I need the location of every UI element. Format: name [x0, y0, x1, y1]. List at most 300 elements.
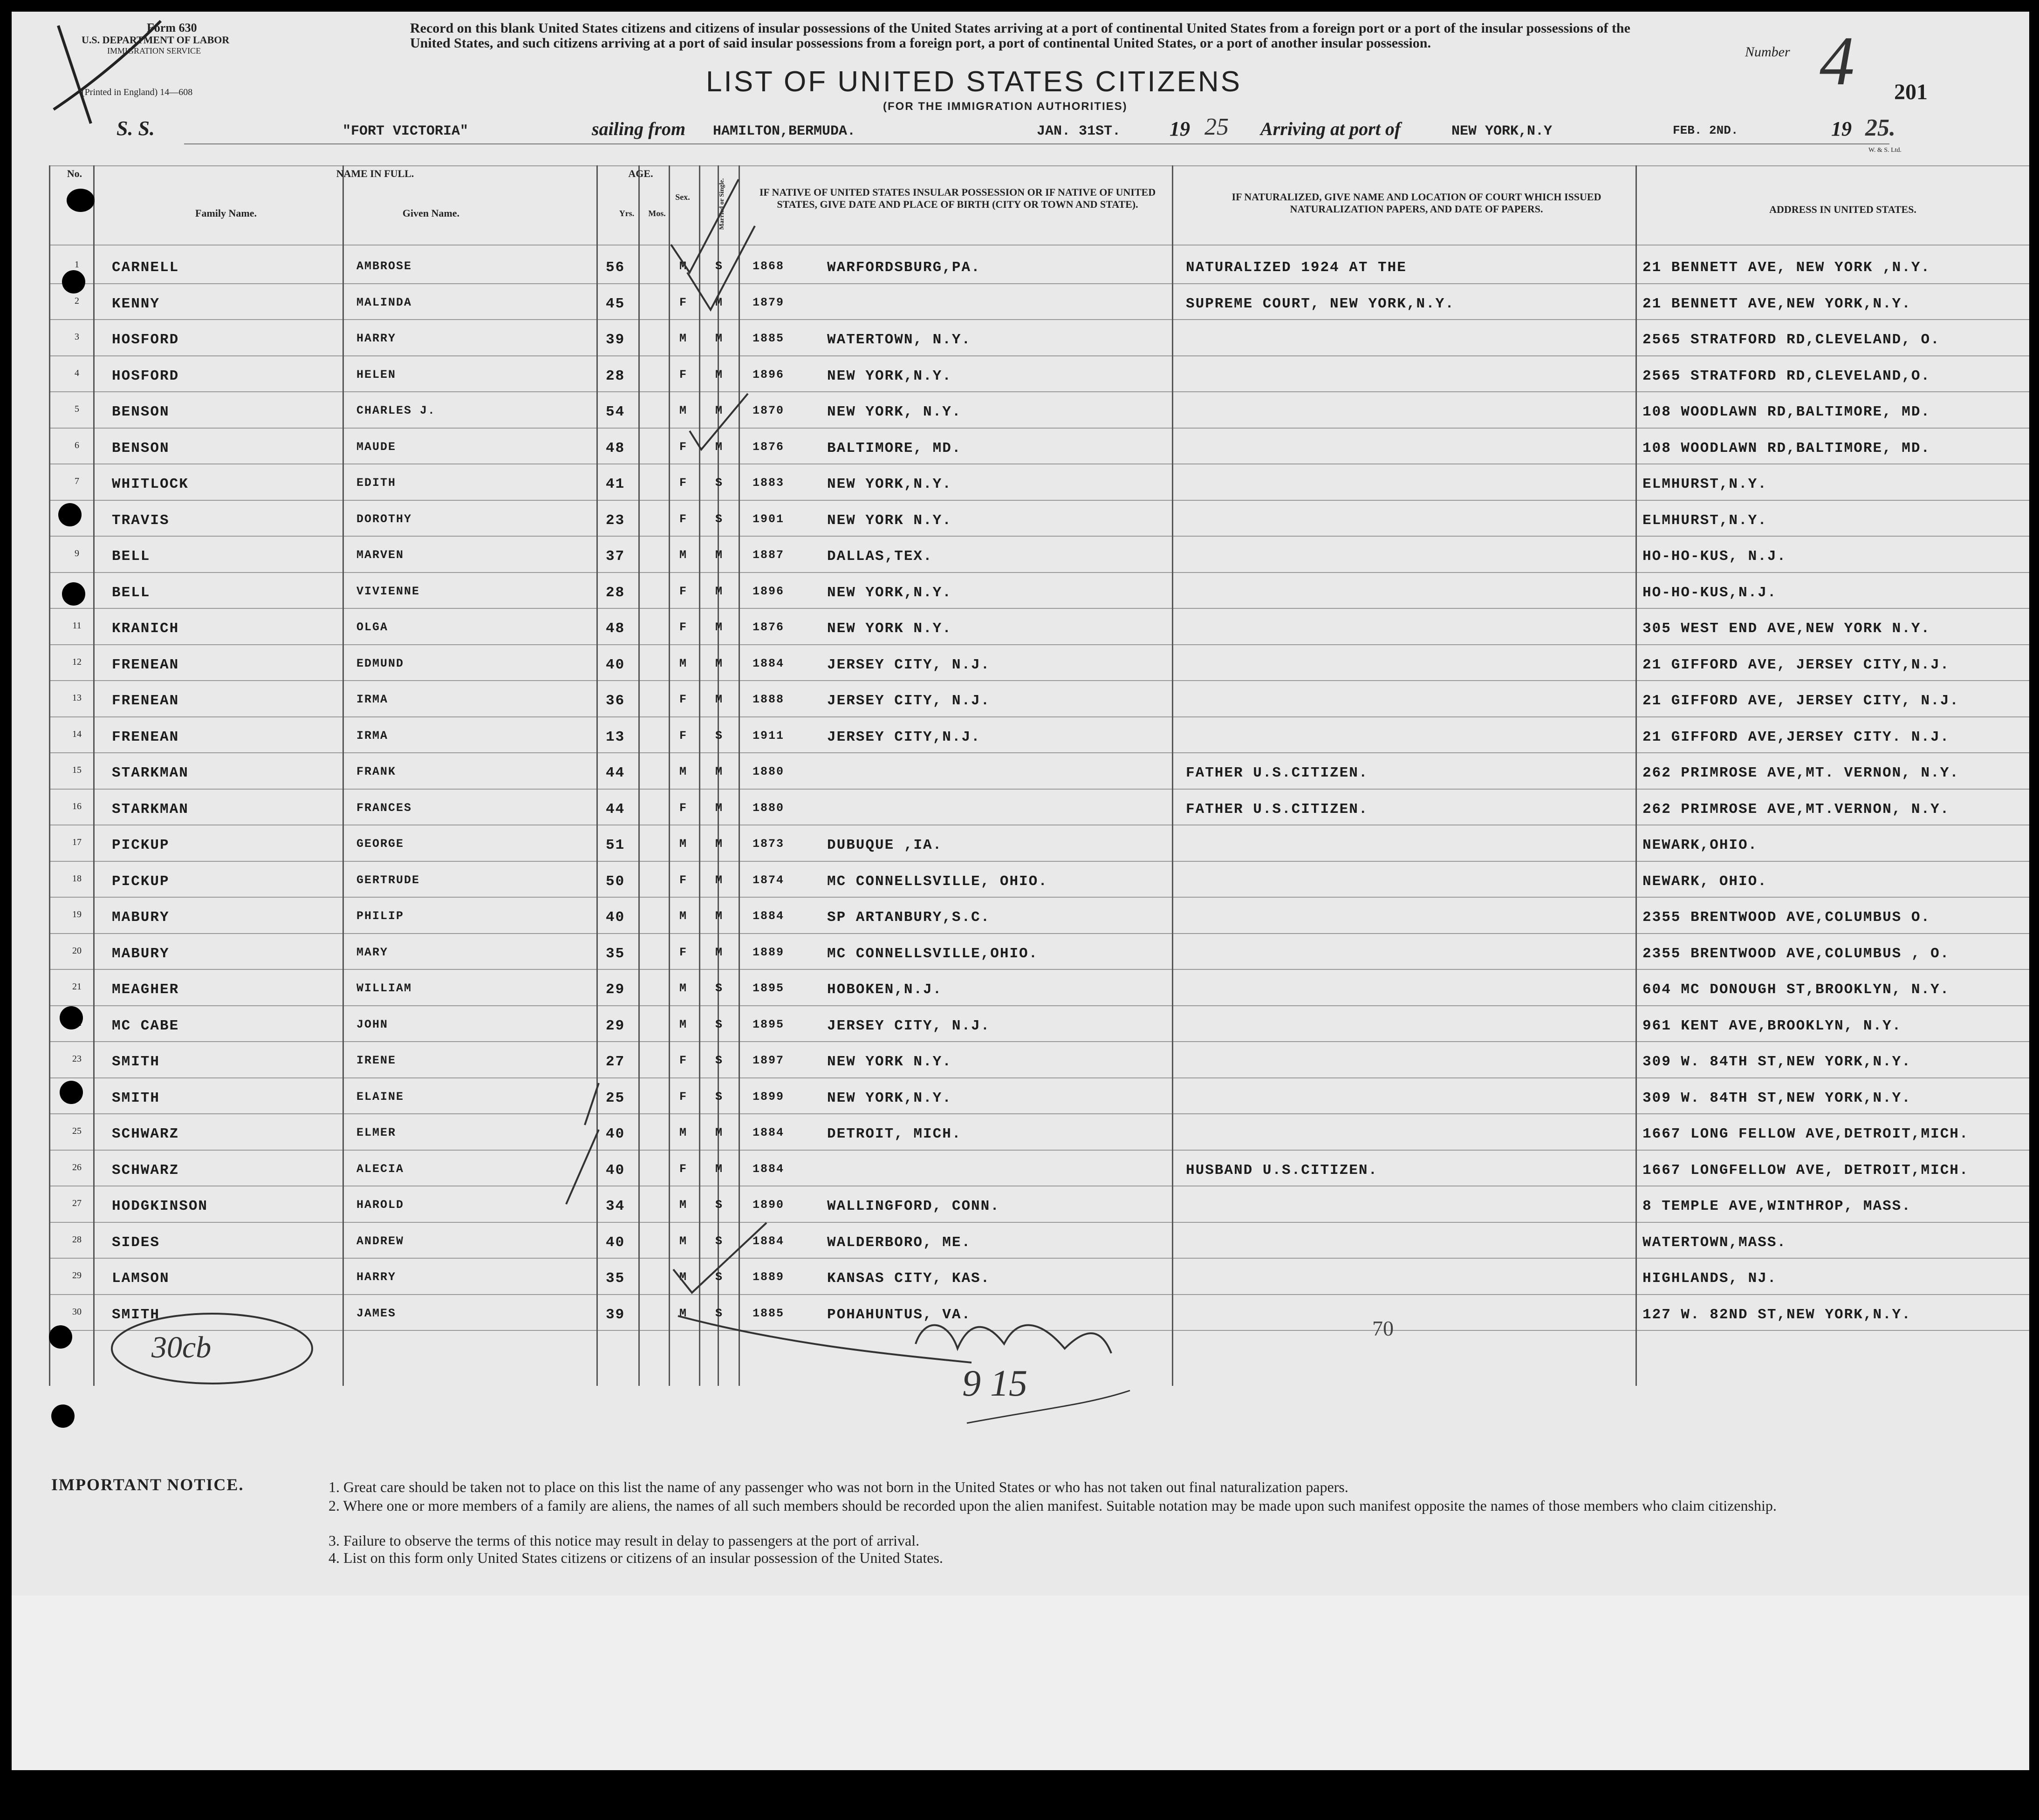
cell-year: 1890 [753, 1198, 785, 1212]
cell-address: 21 BENNETT AVE,NEW YORK,N.Y. [1642, 295, 1911, 312]
cell-family: KRANICH [112, 620, 179, 637]
cell-year: 1884 [753, 909, 785, 923]
cell-ms: S [715, 1090, 724, 1104]
cell-nat: NATURALIZED 1924 AT THE [1186, 259, 1407, 276]
cell-family: MABURY [112, 909, 170, 926]
cell-address: 2355 BRENTWOOD AVE,COLUMBUS , O. [1642, 945, 1950, 962]
col-age: AGE. [628, 168, 653, 179]
cell-place: BALTIMORE, MD. [827, 440, 962, 457]
cell-year: 1880 [753, 765, 785, 778]
cell-no: 30 [72, 1306, 82, 1317]
cell-year: 1887 [753, 548, 785, 562]
arrival-year-suffix: 25. [1865, 115, 1895, 141]
cell-family: CARNELL [112, 259, 179, 276]
cell-age: 29 [606, 1017, 625, 1034]
col-address: ADDRESS IN UNITED STATES. [1769, 204, 1916, 215]
cell-age: 23 [606, 512, 625, 529]
cell-age: 39 [606, 332, 625, 348]
cell-nat: FATHER U.S.CITIZEN. [1186, 765, 1368, 781]
service-label: IMMIGRATION SERVICE [107, 46, 201, 55]
cell-family: BELL [112, 584, 151, 601]
cell-place: WARFORDSBURG,PA. [827, 259, 981, 276]
cell-age: 50 [606, 873, 625, 890]
cell-sex: M [679, 1270, 688, 1284]
cell-nat: SUPREME COURT, NEW YORK,N.Y. [1186, 295, 1455, 312]
sailing-from-label: sailing from [592, 118, 686, 139]
cell-given: ANDREW [356, 1234, 404, 1248]
cell-place: JERSEY CITY, N.J. [827, 693, 991, 709]
printer-mark: W. & S. Ltd. [1868, 147, 1902, 154]
cell-age: 37 [606, 548, 625, 565]
cell-age: 29 [606, 982, 625, 998]
cell-year: 1880 [753, 801, 785, 815]
cell-place: DALLAS,TEX. [827, 548, 933, 565]
cell-family: HODGKINSON [112, 1198, 208, 1214]
cell-given: JAMES [356, 1306, 397, 1320]
cell-family: PICKUP [112, 837, 170, 853]
cell-no: 27 [72, 1198, 82, 1208]
cell-year: 1884 [753, 1126, 785, 1139]
cell-family: BENSON [112, 440, 170, 457]
cell-ms: M [715, 620, 724, 634]
cell-family: MABURY [112, 945, 170, 962]
cell-sex: F [679, 693, 688, 706]
page-mark: 70 [1372, 1316, 1394, 1340]
punch-hole [67, 189, 95, 212]
number-value: 4 [1820, 22, 1854, 100]
cell-no: 9 [75, 548, 79, 559]
notice-label: IMPORTANT NOTICE. [51, 1475, 244, 1494]
sail-year-prefix: 19 [1170, 117, 1190, 140]
cell-family: FRENEAN [112, 729, 179, 745]
cell-family: SCHWARZ [112, 1162, 179, 1179]
cell-place: POHAHUNTUS, VA. [827, 1306, 972, 1323]
sailing-from: HAMILTON,BERMUDA. [713, 123, 856, 139]
cell-address: ELMHURST,N.Y. [1642, 512, 1767, 529]
cell-address: HO-HO-KUS,N.J. [1642, 584, 1777, 601]
cell-place: NEW YORK N.Y. [827, 1054, 952, 1070]
cell-given: MARY [356, 945, 389, 959]
cell-age: 28 [606, 368, 625, 384]
cell-family: LAMSON [112, 1270, 170, 1287]
cell-sex: M [679, 837, 688, 851]
cell-place: NEW YORK,N.Y. [827, 476, 952, 492]
cell-place: SP ARTANBURY,S.C. [827, 909, 991, 926]
record-notice: Record on this blank United States citizens and citizens of insular possessions of the United States arriving at a port of continental United States from a foreign port or a port of the insular possessions of the United States, and such citizens arriving at a port of said insular possessions from a foreign port, a port of continental United States, or a port of another insular possession. [410, 20, 1630, 51]
cell-given: ELAINE [356, 1090, 404, 1104]
cell-year: 1883 [753, 476, 785, 490]
punch-hole [60, 1081, 83, 1104]
cell-nat: FATHER U.S.CITIZEN. [1186, 801, 1368, 818]
cell-place: NEW YORK N.Y. [827, 512, 952, 529]
cell-address: NEWARK, OHIO. [1642, 873, 1767, 890]
cell-year: 1870 [753, 404, 785, 417]
sail-date: JAN. 31ST. [1037, 123, 1121, 139]
cell-family: PICKUP [112, 873, 170, 890]
cell-given: EDMUND [356, 656, 404, 670]
cell-family: KENNY [112, 295, 160, 312]
cell-family: FRENEAN [112, 693, 179, 709]
cell-sex: F [679, 440, 688, 454]
manifest-sheet [12, 12, 2029, 1770]
cell-no: 26 [72, 1162, 82, 1172]
cell-age: 41 [606, 476, 625, 492]
cell-sex: M [679, 1198, 688, 1212]
ship-name: "FORT VICTORIA" [342, 123, 469, 139]
cell-sex: M [679, 1126, 688, 1139]
cell-ms: S [715, 982, 724, 995]
cell-sex: M [679, 548, 688, 562]
col-married-single: Married or Single. [718, 178, 725, 230]
cell-age: 25 [606, 1090, 625, 1106]
cell-ms: M [715, 693, 724, 706]
cell-place: NEW YORK,N.Y. [827, 368, 952, 384]
cell-ms: M [715, 873, 724, 887]
cell-year: 1876 [753, 620, 785, 634]
cell-no: 1 [75, 259, 79, 270]
cell-sex: M [679, 765, 688, 778]
cell-address: WATERTOWN,MASS. [1642, 1234, 1787, 1251]
arriving-label: Arriving at port of [1260, 118, 1401, 139]
cell-address: 309 W. 84TH ST,NEW YORK,N.Y. [1642, 1090, 1911, 1106]
notice-item-1: 1. Great care should be taken not to place on this list the name of any passenger who was not born in the United States or who has not taken out final naturalization papers. [328, 1479, 1348, 1495]
cell-address: 2355 BRENTWOOD AVE,COLUMBUS O. [1642, 909, 1931, 926]
cell-given: MAUDE [356, 440, 397, 454]
col-family-name: Family Name. [195, 207, 257, 219]
cell-sex: M [679, 1234, 688, 1248]
cell-sex: F [679, 729, 688, 743]
cell-year: 1876 [753, 440, 785, 454]
cell-address: 309 W. 84TH ST,NEW YORK,N.Y. [1642, 1054, 1911, 1070]
col-no: No. [67, 168, 82, 179]
cell-sex: F [679, 873, 688, 887]
cell-given: WILLIAM [356, 982, 412, 995]
cell-place: WALDERBORO, ME. [827, 1234, 972, 1251]
cell-sex: F [679, 584, 688, 598]
cell-sex: M [679, 909, 688, 923]
cell-given: ELMER [356, 1126, 397, 1139]
cell-given: HELEN [356, 368, 397, 382]
cell-age: 40 [606, 1162, 625, 1179]
cell-given: HAROLD [356, 1198, 404, 1212]
cell-year: 1895 [753, 1017, 785, 1031]
cell-ms: M [715, 584, 724, 598]
cell-year: 1897 [753, 1054, 785, 1067]
cell-no: 13 [72, 693, 82, 703]
printed-label: (Printed in England) 14—608 [82, 87, 193, 97]
cell-ms: M [715, 368, 724, 382]
cell-place: DUBUQUE ,IA. [827, 837, 943, 853]
cell-no: 23 [72, 1054, 82, 1064]
punch-hole [62, 270, 85, 293]
cell-place: NEW YORK,N.Y. [827, 1090, 952, 1106]
cell-age: 39 [606, 1306, 625, 1323]
cell-ms: S [715, 729, 724, 743]
notice-item-2: 2. Where one or more members of a family are aliens, the names of all such members should be recorded upon the alien manifest. Suitable notation may be made upon such manifest opposite the names of those members who claim citizenship. [328, 1497, 1777, 1514]
cell-no: 29 [72, 1270, 82, 1281]
cell-given: EDITH [356, 476, 397, 490]
cell-no: 18 [72, 873, 82, 884]
cell-sex: F [679, 1090, 688, 1104]
cell-sex: F [679, 295, 688, 309]
arrival-date: FEB. 2ND. [1673, 123, 1738, 137]
cell-year: 1885 [753, 1306, 785, 1320]
cell-no: 2 [75, 295, 79, 306]
cell-given: IRMA [356, 729, 389, 743]
cell-year: 1874 [753, 873, 785, 887]
cell-given: VIVIENNE [356, 584, 420, 598]
cell-sex: F [679, 945, 688, 959]
cell-year: 1896 [753, 584, 785, 598]
cell-given: MARVEN [356, 548, 404, 562]
cell-sex: F [679, 1162, 688, 1176]
cell-ms: M [715, 765, 724, 778]
cell-year: 1884 [753, 1234, 785, 1248]
cell-family: WHITLOCK [112, 476, 189, 492]
cell-given: AMBROSE [356, 259, 412, 273]
cell-sex: F [679, 1054, 688, 1067]
cell-ms: M [715, 945, 724, 959]
count-note: 30cb [151, 1330, 212, 1364]
cell-age: 28 [606, 584, 625, 601]
cell-age: 35 [606, 945, 625, 962]
cell-address: 2565 STRATFORD RD,CLEVELAND, O. [1642, 332, 1940, 348]
cell-ms: M [715, 801, 724, 815]
cell-ms: S [715, 476, 724, 490]
page-subtitle: (FOR THE IMMIGRATION AUTHORITIES) [883, 100, 1128, 113]
punch-hole [49, 1325, 72, 1349]
cell-age: 40 [606, 1234, 625, 1251]
cell-address: 1667 LONGFELLOW AVE, DETROIT,MICH. [1642, 1162, 1969, 1179]
cell-age: 40 [606, 1126, 625, 1142]
cell-no: 11 [72, 620, 82, 631]
cell-place: WATERTOWN, N.Y. [827, 332, 972, 348]
cell-year: 1884 [753, 1162, 785, 1176]
cell-ms: S [715, 1234, 724, 1248]
col-given-name: Given Name. [402, 207, 460, 219]
cell-ms: S [715, 1054, 724, 1067]
cell-sex: M [679, 656, 688, 670]
cell-sex: M [679, 332, 688, 345]
cell-ms: M [715, 404, 724, 417]
cell-no: 28 [72, 1234, 82, 1245]
punch-hole [51, 1404, 75, 1428]
cell-ms: M [715, 295, 724, 309]
notice-item-3: 3. Failure to observe the terms of this notice may result in delay to passengers at the port of arrival. [328, 1532, 920, 1549]
cell-family: FRENEAN [112, 656, 179, 673]
cell-year: 1888 [753, 693, 785, 706]
cell-ms: M [715, 909, 724, 923]
number-label: Number [1745, 44, 1790, 60]
cell-age: 54 [606, 404, 625, 420]
cell-given: FRANK [356, 765, 397, 778]
cell-ms: M [715, 548, 724, 562]
cell-family: SMITH [112, 1054, 160, 1070]
cell-given: DOROTHY [356, 512, 412, 526]
cell-year: 1889 [753, 1270, 785, 1284]
cell-year: 1901 [753, 512, 785, 526]
cell-no: 17 [72, 837, 82, 847]
cell-address: 127 W. 82ND ST,NEW YORK,N.Y. [1642, 1306, 1911, 1323]
cell-age: 51 [606, 837, 625, 853]
cell-year: 1879 [753, 295, 785, 309]
cell-year: 1889 [753, 945, 785, 959]
col-birth: IF NATIVE OF UNITED STATES INSULAR POSSESSION OR IF NATIVE OF UNITED STATES, GIVE DATE AND PLACE OF BIRTH (CITY OR TOWN AND STATE). [759, 186, 1156, 210]
cell-place: DETROIT, MICH. [827, 1126, 962, 1142]
page-number: 201 [1894, 80, 1928, 104]
cell-sex: M [679, 404, 688, 417]
cell-ms: S [715, 259, 724, 273]
cell-sex: F [679, 512, 688, 526]
notice-item-4: 4. List on this form only United States citizens or citizens of an insular possession of the United States. [328, 1549, 943, 1566]
cell-age: 34 [606, 1198, 625, 1214]
cell-ms: S [715, 1270, 724, 1284]
cell-year: 1896 [753, 368, 785, 382]
cell-year: 1884 [753, 656, 785, 670]
cell-given: GEORGE [356, 837, 404, 851]
cell-family: SMITH [112, 1090, 160, 1106]
cell-family: BELL [112, 548, 151, 565]
cell-ms: M [715, 837, 724, 851]
cell-address: 1667 LONG FELLOW AVE,DETROIT,MICH. [1642, 1126, 1969, 1142]
cell-given: IRENE [356, 1054, 397, 1067]
cell-age: 13 [606, 729, 625, 745]
cell-family: TRAVIS [112, 512, 170, 529]
cell-address: 262 PRIMROSE AVE,MT. VERNON, N.Y. [1642, 765, 1959, 781]
cell-place: WALLINGFORD, CONN. [827, 1198, 1000, 1214]
cell-address: 108 WOODLAWN RD,BALTIMORE, MD. [1642, 404, 1931, 420]
cell-place: NEW YORK N.Y. [827, 620, 952, 637]
cell-age: 35 [606, 1270, 625, 1287]
cell-ms: S [715, 1198, 724, 1212]
cell-ms: M [715, 1162, 724, 1176]
cell-address: HIGHLANDS, NJ. [1642, 1270, 1777, 1287]
cell-address: 961 KENT AVE,BROOKLYN, N.Y. [1642, 1017, 1902, 1034]
cell-given: ALECIA [356, 1162, 404, 1176]
cell-ms: S [715, 1017, 724, 1031]
cell-sex: F [679, 368, 688, 382]
cell-given: JOHN [356, 1017, 389, 1031]
cell-no: 16 [72, 801, 82, 811]
cell-given: HARRY [356, 1270, 397, 1284]
cell-sex: F [679, 801, 688, 815]
cell-ms: S [715, 1306, 724, 1320]
cell-address: 21 GIFFORD AVE,JERSEY CITY. N.J. [1642, 729, 1950, 745]
cell-no: 4 [75, 368, 79, 378]
cell-place: MC CONNELLSVILLE, OHIO. [827, 873, 1048, 890]
cell-sex: M [679, 1306, 688, 1320]
signature-time: 9 15 [962, 1363, 1027, 1404]
cell-age: 56 [606, 259, 625, 276]
cell-family: MEAGHER [112, 982, 179, 998]
cell-age: 44 [606, 765, 625, 781]
cell-no: 6 [75, 440, 79, 450]
col-yrs: Yrs. [619, 209, 635, 218]
cell-sex: M [679, 1017, 688, 1031]
cell-place: JERSEY CITY,N.J. [827, 729, 981, 745]
punch-hole [62, 582, 85, 606]
cell-ms: S [715, 512, 724, 526]
punch-hole [60, 1006, 83, 1029]
cell-given: IRMA [356, 693, 389, 706]
cell-address: 8 TEMPLE AVE,WINTHROP, MASS. [1642, 1198, 1911, 1214]
cell-family: MC CABE [112, 1017, 179, 1034]
cell-place: JERSEY CITY, N.J. [827, 1017, 991, 1034]
cell-year: 1911 [753, 729, 785, 743]
arrival-port: NEW YORK,N.Y [1451, 123, 1553, 139]
cell-year: 1868 [753, 259, 785, 273]
cell-year: 1899 [753, 1090, 785, 1104]
cell-age: 48 [606, 440, 625, 457]
cell-family: STARKMAN [112, 765, 189, 781]
cell-given: CHARLES J. [356, 404, 436, 417]
cell-address: 21 GIFFORD AVE, JERSEY CITY, N.J. [1642, 693, 1959, 709]
cell-family: HOSFORD [112, 332, 179, 348]
cell-given: MALINDA [356, 295, 412, 309]
cell-age: 48 [606, 620, 625, 637]
cell-no: 7 [75, 476, 79, 486]
col-mos: Mos. [648, 209, 666, 218]
cell-address: ELMHURST,N.Y. [1642, 476, 1767, 492]
sail-year-suffix: 25 [1204, 114, 1229, 140]
page-title: LIST OF UNITED STATES CITIZENS [706, 66, 1242, 98]
cell-year: 1873 [753, 837, 785, 851]
cell-address: 305 WEST END AVE,NEW YORK N.Y. [1642, 620, 1931, 637]
cell-address: NEWARK,OHIO. [1642, 837, 1758, 853]
cell-sex: M [679, 259, 688, 273]
cell-age: 40 [606, 909, 625, 926]
cell-ms: M [715, 1126, 724, 1139]
cell-address: 21 BENNETT AVE, NEW YORK ,N.Y. [1642, 259, 1931, 276]
cell-no: 15 [72, 765, 82, 775]
cell-sex: F [679, 620, 688, 634]
cell-place: NEW YORK, N.Y. [827, 404, 962, 420]
ss-label: S. S. [116, 117, 155, 140]
cell-given: FRANCES [356, 801, 412, 815]
cell-age: 45 [606, 295, 625, 312]
col-naturalized: IF NATURALIZED, GIVE NAME AND LOCATION OF COURT WHICH ISSUED NATURALIZATION PAPERS, AND DATE OF PAPERS. [1232, 191, 1601, 215]
cell-nat: HUSBAND U.S.CITIZEN. [1186, 1162, 1378, 1179]
cell-family: SMITH [112, 1306, 160, 1323]
cell-given: OLGA [356, 620, 389, 634]
cell-place: NEW YORK,N.Y. [827, 584, 952, 601]
cell-no: 20 [72, 945, 82, 956]
form-label: Form 630 [147, 21, 197, 34]
cell-age: 40 [606, 656, 625, 673]
cell-no: 25 [72, 1126, 82, 1136]
cell-age: 27 [606, 1054, 625, 1070]
cell-address: 21 GIFFORD AVE, JERSEY CITY,N.J. [1642, 656, 1950, 673]
cell-given: HARRY [356, 332, 397, 345]
col-sex: Sex. [675, 192, 690, 202]
cell-no: 12 [72, 656, 82, 667]
cell-age: 44 [606, 801, 625, 818]
cell-address: HO-HO-KUS, N.J. [1642, 548, 1787, 565]
department-label: U.S. DEPARTMENT OF LABOR [82, 34, 230, 46]
cell-family: SCHWARZ [112, 1126, 179, 1142]
cell-no: 19 [72, 909, 82, 920]
cell-family: BENSON [112, 404, 170, 420]
cell-no: 14 [72, 729, 82, 739]
cell-address: 262 PRIMROSE AVE,MT.VERNON, N.Y. [1642, 801, 1950, 818]
cell-given: GERTRUDE [356, 873, 420, 887]
handwritten-marks [40, 12, 2029, 1549]
cell-address: 2565 STRATFORD RD,CLEVELAND,O. [1642, 368, 1931, 384]
cell-address: 604 MC DONOUGH ST,BROOKLYN, N.Y. [1642, 982, 1950, 998]
cell-age: 36 [606, 693, 625, 709]
col-name-in-full: NAME IN FULL. [336, 168, 414, 179]
cell-no: 21 [72, 982, 82, 992]
